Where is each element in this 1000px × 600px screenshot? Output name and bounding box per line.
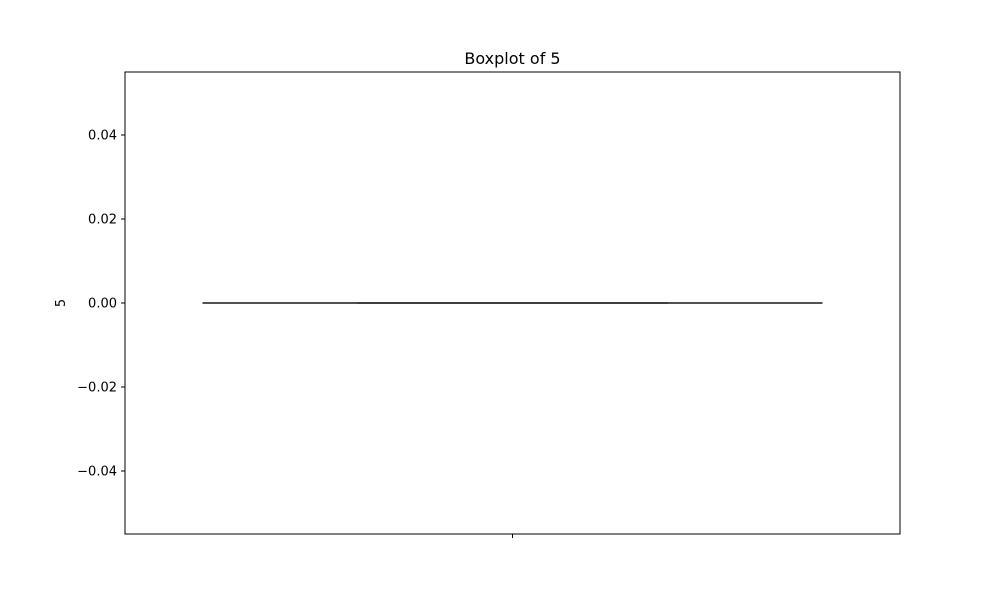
y-tick-label: 0.00 — [88, 296, 117, 312]
y-tick-label: 0.04 — [88, 128, 117, 144]
y-tick-label: 0.02 — [88, 212, 117, 228]
chart-title: Boxplot of 5 — [464, 49, 561, 68]
y-axis-label: 5 — [54, 298, 69, 308]
y-tick-label: −0.02 — [77, 380, 117, 396]
y-tick-label: −0.04 — [77, 464, 117, 480]
y-axis — [77, 129, 125, 480]
